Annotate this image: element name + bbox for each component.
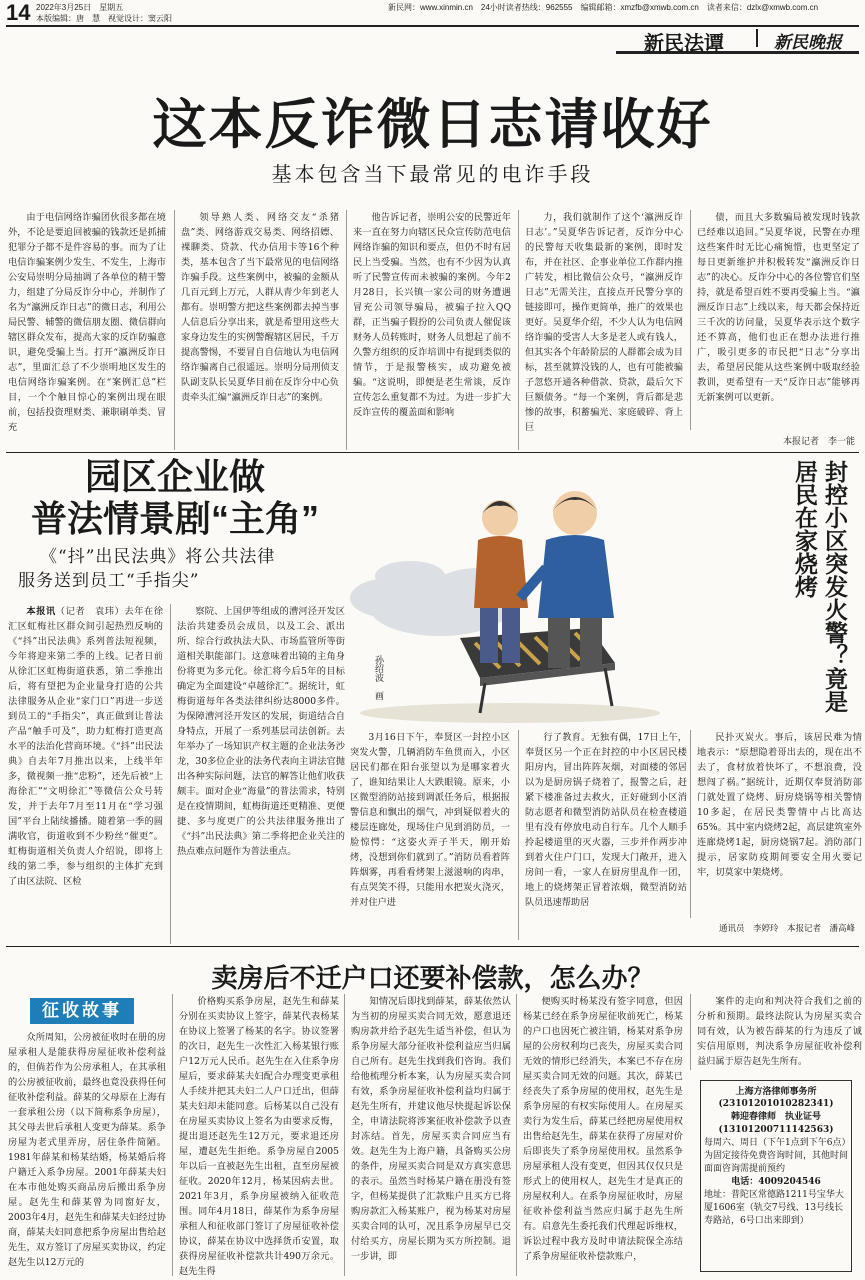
section-name: 新民法谭 bbox=[644, 33, 724, 55]
article4-column-4: 便购买时杨某没有签字同意，但因杨某已经在系争房屋征收前死亡，杨某的户口也因死亡被注销，杨某对系争房屋的公房权利均已丧失，房屋买卖合同无效的情形已经消失，本案已不存在房屋买卖合同无效的问题。其次，薛某已经丧失了系争房屋的使用权，赵先生是系争房屋的有权实际使用人。在房屋买卖行为发生后，薛某已经把房屋使用权出售给赵先生，薛某在获得了房屋对价后即丧失了系争房屋使用权。虽然系争房屋承租人没有变更，但因其仅仅只是形式上的使用权人，赵先生才是真正的房屋权利人。在系争房屋征收时，房屋征收补偿利益当然应归属于赵先生所有。启意先生委托我们代理起诉维权，诉讼过程中我方及时申请法院保全冻结了系争房屋征收补偿款账户， bbox=[516, 994, 683, 1276]
article3-column-3: 民扑灭炭火。事后，该居民难为情地表示：“原想隐着哥出去的，现在出不去了，食材放着快坏了，不想浪费，没想闯了祸。”据统计，近期仅奉贤消防部门就处置了烧烤、厨房烧锅等相关警情10多起，在居民类警情中占比高达65%。其中室内烧烤2起，高层建筑室外连廊烧烤1起，厨房烧锅7起。消防部门提示，居家防疫期间要安全用火要记牢，切莫家中架烧烤。 bbox=[690, 730, 862, 918]
consult-hours: 每周六、周日（下午1点到下午6点）为固定接待免费咨询时间，其他时间面面咨询需提前预约 bbox=[704, 1138, 849, 1174]
illustrator-credit: 孙绍波 画 bbox=[373, 655, 383, 700]
article3-byline: 通讯员 李婷玲 本报记者 潘高峰 bbox=[718, 924, 855, 934]
newspaper-logo: 新民晚报 bbox=[774, 33, 842, 53]
article1-column-4: 力，我们就制作了这个‘瀛洲反诈日志’。”吴夏华告诉记者，反诈分中心的民警每天收集最新的案例，即时发布，并在社区、企事业单位工作群内推广转发，相比微信公众号，“瀛洲反诈日志”无需关注，直接点开民警分享的链接即可，操作更简单，推广的效果也更好。吴夏华介绍，不少人认为电信网络诈骗的受害人大多是老人或有钱人，但其实各个年龄阶层的人群都会成为目标，甚至就算没钱的人，也有可能被骗子忽悠开通各种借款、贷款，最后欠下巨额债务。“每一个案例，背后都是悲惨的故事，积蓄骗光、家庭破碎、背上巨 bbox=[518, 210, 683, 450]
contact-phone: 电话：4009204546 bbox=[731, 1177, 821, 1187]
article3-column-2: 行了教育。无独有偶，17日上午，奉贤区另一个正在封控的中小区居民楼阳房内，冒出阵阵灰烟，对面楼的邻居以为是厨房锅子烧着了，报警之后，赶紧下楼准备过去救火，正好碰到小区消防志愿者和微型消防站队员在检查楼道里有没有停放电动自行车。几个人顺手拎起楼道里的灭火器，三步并作两步冲到着火住户门口，发现大门敞开，进入房间一看，一家人在厨房里乱作一团，地上的烧烤架正冒着浓烟，微型消防站队员迅速帮助居 bbox=[518, 730, 687, 940]
issue-date: 2022年3月25日 星期五 bbox=[36, 3, 124, 12]
article1-column-3: 他告诉记者，崇明公安的民警近年来一直在努力向辖区民众宣传防范电信网络诈骗的知识和要点，但仍不时有居民上当受骗。当然，也有不少因为认真听了民警宣传而未被骗的案例。今年2月28日，长兴镇一家公司的财务遭遇冒充公司领导骗局，被骗子拉入QQ群，正当骗子假扮的公司负责人催促该财务人员转账时，财务人员想起了前不久警方组织的反诈培训中有提到类似的情节，于是报警核实，成功避免被骗。“这说明，即便是老生常谈，反诈宣传怎么重复都不为过。为进一步扩大反诈宣传的覆盖面和影响 bbox=[346, 210, 511, 450]
article2-column-2: 察院、上国伊等组成的漕河泾开发区法治共建委员会成员，以及工会、派出所、综合行政执法大队、市场监管所等街道相关职能部门。这意味着出镜的主角身份将更为多元化。徐汇将今后5年的目标确定为全面建设“卓越徐汇”。据统计，虹梅街道每年各类法律纠纷达8000多件。为保障漕河泾开发区的发展，街道结合自身特点，开展了一系列基层司法创新。去年举办了一场知识产权主题的企业法务沙龙，30多位企业的法务代表向主讲法官抛出各种实际问题，法官的解答让他们收获颇丰。面对企业“海量”的普法需求，特别是在疫情期间，虹梅街道还更精准、更便捷、多与度更广的公共法律服务推出了《“抖”出民法典》第二季将把企业关注的热点难点问题作为普法重点。 bbox=[170, 604, 345, 944]
article1-subtitle: 基本包含当下最常见的电诈手段 bbox=[271, 162, 594, 186]
article2-title-line-1: 园区企业做 bbox=[84, 456, 265, 497]
article2-title bbox=[10, 456, 340, 540]
article3-column-1: 3月16日下午，奉贤区一封控小区突发火警，几辆消防车鱼贯而入，小区居民们都在阳台张望以为是哪家着火了，谁知结果让人大跌眼镜。原来，小区微型消防站接到调派任务后，根据报警信息和飘出的烟气，冲到疑似着火的楼层连廊处，现场住户见到消防员，一脸惊愕：“这姿火弄子半天，刚开始烤，没想到你们就到了。”消防员看着阵阵烟雾，再看看烤架上滋滋响的肉串，有点哭笑不得，只能用水把炭火浇灭，并对住户进 bbox=[350, 732, 510, 908]
article4-badge: 征收故事 bbox=[30, 998, 134, 1024]
article1-column-2: 领导熟人类、网络交友“杀猪盘”类、网络游戏交易类、网络招嫖、裸聊类、贷款、代办信用卡等16个种类，基本包含了当下最常见的电信网络诈骗手段。这些案例中，被骗的金额从几百元到上万元，人群从青少年到老人都有。崇明警方把这些案例都去掉当事人信息后分享出来，就是希望用这些大家身边发生的实例警醒辖区居民，千万提高警惕，不要冒自自信地认为电信网络诈骗离自己很遥远。崇明分局刑侦支队副支队长吴夏华目前在反诈分中心负责牵头汇编“瀛洲反诈日志”的案例。 bbox=[174, 210, 339, 450]
firm-address: 地址：普陀区常德路1211号宝华大厦1606室（轨交7号线、13号线长寿路站，6号口出来即到） bbox=[704, 1190, 844, 1226]
article2-title-line-2: 普法情景剧“主角” bbox=[30, 498, 319, 539]
article4-column-3: 知情况后即找到薛某，薛某依然认为当初的房屋买卖合同无效，愿意退还购房款并给予赵先生适当补偿，但认为系争房屋大部分征收补偿利益应当归属自己所有。赵先生找到我们咨询。我们给他梳理分析本案，认为房屋买卖合同有效，系争房屋征收补偿利益均归属于赵先生所有，并建议他尽快提起诉讼保全，申请法院将涉案征收补偿款予以查封冻结。首先，房屋买卖合同应当有效。赵先生为上海户籍，具备购买公房的条件，房屋买卖合同是双方真实意思的表示。虽然当时杨某户籍在册没有签字，但杨某提供了汇款账户且买方已将购房款汇入杨某账户，视为杨某对房屋买卖合同的认可，况且系争房屋早已交付给买方，房屋长期为买方所控制。退一步讲，即 bbox=[344, 994, 511, 1276]
editors-line: 本版编辑：唐 慧 视觉设计：窦云阳 bbox=[36, 14, 172, 23]
article2-subtitle-line-2: 服务送到员工“手指尖” bbox=[18, 571, 200, 591]
article4-column-1: 众所周知，公房被征收时在册的房屋承租人是能获得房屋征收补偿利益的，但倘若作为公房承租人，在其承租的公房被征收前，最终也竟没获得任何征收补偿利益。薛某的父母原在上海有一套承租公房（以下简称系争房屋），其父母去世后承租人变更为薛某。系争房屋为老式里弄房，居住条件简陋。1981年薛某和杨某结婚，杨某婚后将户籍迁入系争房屋。2001年薛某夫妇在本市他处购买商品房后搬出系争房屋。赵先生和薛某曾为同窗好友，2003年4月，赵先生和薛某夫妇经过协商，薛某夫妇同意把系争房屋出售给赵先生，双方签订了房屋买卖协议，约定赵先生以12万元的 bbox=[8, 1032, 166, 1268]
barbecue-illustration bbox=[350, 458, 662, 728]
law-firm-code: (23101201010282341) bbox=[718, 1099, 834, 1109]
article2-subtitle-line-1: 《“抖”出民法典》将公共法律 bbox=[40, 547, 276, 567]
article2-subtitle bbox=[18, 545, 338, 593]
article3-title-line-2: 竟是居民在家烧烤 bbox=[792, 460, 848, 713]
article2-lead: 本报讯 bbox=[26, 606, 56, 616]
lawyer-info-box bbox=[700, 1080, 852, 1272]
divider bbox=[6, 946, 859, 947]
article2-column-1: 本报讯（记者 袁玮）去年在徐汇区虹梅社区群众间引起热烈反响的《“抖”出民法典》系列普法短视频，今年将迎来第二季的上线。记者日前从徐汇区虹梅街道获悉，第二季推出后，将有望把为企业量身打造的公共法律服务从企业“家门口”再进一步送到员工的“手指尖”，真正做到让普法产品“触手可及”，助力虹梅打造更高水平的法治化营商环境。《“抖”出民法典》自去年7月推出以来，上线半年多，微视频一推“忠粉”，还先后被“上海徐汇”“文明徐汇”等微信公众号转发，并于去年7月至11月在“学习强国”平台上陆续播播。随着第一季的圆满收官，街道收到不少粉丝“催更”。虹梅街道相关负责人介绍说，即将上线的第二季，参与组织的主体扩充到了由区法院、区检 bbox=[8, 606, 163, 887]
lawyer-license: (13101200711142563) bbox=[718, 1125, 834, 1135]
contact-line: 新民网：www.xinmin.cn 24小时读者热线：962555 编辑邮箱：xmzfb@xmwb.com.cn 读者来信：dzlx@xmwb.com.cn bbox=[388, 3, 819, 12]
page-number: 14 bbox=[6, 0, 31, 25]
article4-title: 卖房后不迁户口还要补偿款，怎么办？ bbox=[211, 963, 654, 993]
article3-title bbox=[790, 460, 850, 720]
article4-column-2: 价格购买系争房屋，赵先生和薛某分别在买卖协议上签字，薛某代表杨某在协议上签署了杨某的名字。协议签署的次日，赵先生一次性汇入杨某银行账户12万元人民币。赵先生在入住系争房屋后，要求薛某夫妇配合办理变更承租人手续并把其夫妇二人户口迁出，但薛某夫妇却未能同意。后杨某以自己没有在房屋买卖协议上签名为由要求反悔，提出退还赵先生12万元，要求退还房屋，遭赵先生拒绝。系争房屋自2005年以后一直被赵先生出租，直至房屋被征收。2020年12月，杨某因病去世。2021年3月，系争房屋被纳入征收范围。同年4月18日，薛某作为系争房屋承租人和征收部门签订了房屋征收补偿协议，薛某在协议中选择货币安置，取获得房屋征收补偿款共计490万余元。赵先生得 bbox=[172, 994, 339, 1276]
divider bbox=[6, 452, 859, 453]
article1-column-1: 由于电信网络诈骗团伙很多都在境外，不论是要追回被骗的钱款还是抓捕犯罪分子都不是件容易的事。而为了让电信诈骗案例少发生、不发生，上海市公安局崇明分局抽调了各单位的精干警力，组建了分局反诈分中心，并制作了名为“瀛洲反诈日志”的微日志，利用公局民警、辅警的微信朋友圈、微信群向辖区群众发布，提高大家的反诈防骗意识，避免受骗上当。打开“瀛洲反诈日志”，里面汇总了不少崇明地区发生的电信网络诈骗案例。在“案例汇总”栏目，一个个触目惊心的案例出现在眼前，包括投资理财类、兼职刷单类、冒充 bbox=[8, 212, 166, 433]
article3-title-line-1: 封控小区突发火警？ bbox=[822, 460, 848, 667]
masthead bbox=[616, 25, 859, 54]
lawyer-name: 韩迎春律师 执业证号 bbox=[730, 1112, 821, 1122]
law-firm-name: 上海方洛律师事务所 bbox=[735, 1086, 817, 1096]
page-header bbox=[0, 0, 865, 24]
article4-column-5: 案件的走向和判决符合我们之前的分析和预期。最终法院认为房屋买卖合同有效，认为被告薛某的行为违反了诚实信用原则，判决系争房屋征收补偿利益归属于原告赵先生所有。 bbox=[690, 994, 862, 1070]
article1-title: 这本反诈微日志请收好 bbox=[152, 95, 713, 155]
article1-column-5: 债，而且大多数骗局被发现时钱款已经难以追回。”吴夏华说，民警在办理这些案件时无比心痛惋惜，也更坚定了每日更新维护并积极转发“瀛洲反诈日志”的决心。反诈分中心的各位警官们坚持，就是希望百姓不要再受骗上当。“瀛洲反诈日志”上线以来，每天都会保持近三千次的访问量，吴夏华表示这个数字还不算高，他们也正在想办法进行推广，吸引更多的市民把“日志”分享出去，希望居民能从这些案例中吸取经验教训，更希望有一天“反诈日志”能够再无新案例可以更新。 bbox=[690, 210, 860, 430]
article1-byline: 本报记者 李一能 bbox=[782, 437, 855, 447]
masthead-divider bbox=[756, 29, 758, 47]
